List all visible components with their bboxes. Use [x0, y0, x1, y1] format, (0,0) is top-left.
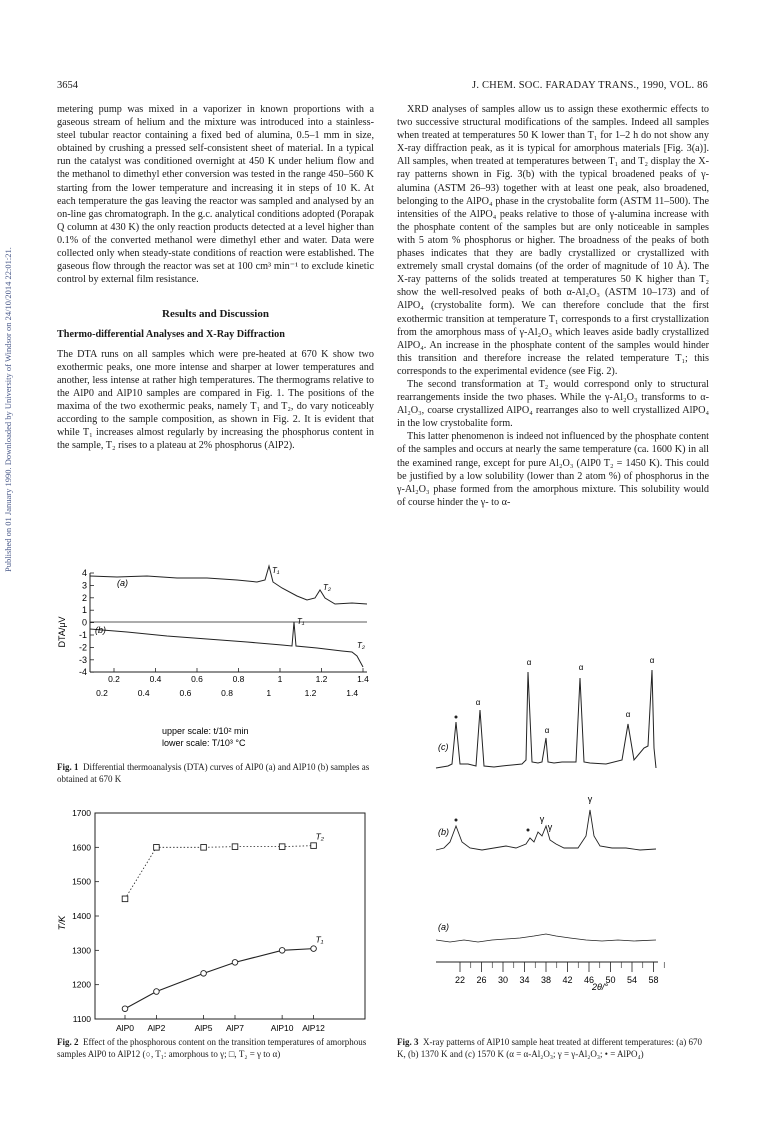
page-number: 3654 — [57, 80, 78, 91]
fig1-lower-tick-label: 1.2 — [304, 688, 317, 698]
fig1-y-tick-label: -2 — [78, 642, 87, 653]
label-a: (a) — [117, 578, 128, 588]
alpha-al-po4-marker — [455, 716, 458, 719]
fig2-x-tick-label: AlP7 — [226, 1023, 244, 1033]
alpha-peak-label: α — [544, 726, 550, 735]
fig2-y-tick-label: 1700 — [72, 808, 91, 818]
paragraph: metering pump was mixed in a vaporizer in known proportions with a gaseous stream of helium and the mixture was introduced into a stainless-steel tubular reactor containing a fixed bed of alumina, 0.5–1 mm in size, obtained by crushing a pressed self-consistent sheet of material. In a typical run the catalyst was conditioned overnight at 450 K under helium flow and the methanol to dimethyl ether conversion was tested in the range 450–560 K starting from the lower temperature and increasing it in steps of 10 K. At each temperature the gas leaving the reactor was sampled and analysed by an on-line gas chromatograph. In the g.c. analytical conditions adopted (Porapak Q column at 430 K) the only reaction products detected at a level higher than 0.1% of the converted methanol were dimethyl ether and water. Data were collected only when steady-state conditions of reaction were established. The gaseous flow through the reactor was set at 100 cm³ min⁻¹ to exclude kinetic control by external film resistance. — [57, 104, 374, 286]
fig1-upper-tick-label: 1 — [277, 674, 283, 684]
subsection-heading: Thermo-differential Analyses and X-Ray Diffraction — [57, 329, 285, 341]
fig2-y-tick-label: 1100 — [72, 1014, 91, 1024]
fig3-caption-text: X-ray patterns of AlP10 sample heat treated at different temperatures: (a) 670 K, (b) 1370 K and (c) 1570 K (α = α-Al₂O₃; γ = γ-Al₂O₃; • = AlPO₄) — [397, 1037, 702, 1059]
fig2-y-tick-label: 1300 — [72, 945, 91, 956]
fig3-x-tick-label: 50 — [605, 975, 616, 985]
download-notice: Published on 01 January 1990. Downloaded by University of Windsor on 24/10/2014 22:01:21. — [3, 247, 13, 573]
fig1-caption-text: Differential thermoanalysis (DTA) curves of AlP0 (a) and AlP10 (b) samples as obtained at 670 K — [57, 762, 370, 784]
alpha-peak-label: α — [649, 656, 655, 665]
fig1-upper-tick-label: 0.2 — [108, 674, 120, 684]
label-b: (b) — [438, 827, 449, 837]
fig1-lower-tick-label: 0.4 — [137, 688, 150, 698]
fig2-x-tick-label: AlP2 — [147, 1023, 166, 1033]
fig3-x-axis-label: 2θ/° — [592, 982, 608, 992]
fig1-upper-tick-label: 1.2 — [315, 674, 328, 684]
series-t1-point — [232, 960, 238, 966]
alpha-peak-label: α — [625, 710, 631, 719]
scale-note-upper: upper scale: t/10² min — [162, 726, 249, 736]
fig2-y-tick-label: 1500 — [72, 876, 91, 887]
dta-curve-b — [90, 622, 363, 667]
fig1-y-tick-label: -4 — [78, 667, 87, 678]
gamma-peak-label: γ — [539, 814, 545, 824]
t1-label-a: T₁ — [272, 566, 280, 575]
paragraph: The second transformation at T₂ would correspond only to structural rearrangements inside the two phases. While the γ-Al₂O₃ transforms to α-Al₂O₃, coarse crystallized AlPO₄ rearranges also to well crystallized AlPO₄ in the low crystobalite form. — [397, 378, 709, 430]
fig1-lower-tick-label: 0.2 — [96, 688, 108, 698]
alpha-peak-label: α — [475, 698, 481, 707]
fig2-x-tick-label: AlP10 — [270, 1023, 294, 1033]
fig1-upper-tick-label: 1.4 — [357, 674, 369, 684]
fig1-upper-tick-label: 0.6 — [191, 674, 203, 684]
label-a: (a) — [438, 922, 449, 932]
xrd-curve-c — [436, 670, 656, 768]
left-column — [57, 103, 374, 452]
fig3-x-tick-label: 26 — [476, 975, 487, 985]
fig2-caption-label: Fig. 2 — [57, 1037, 79, 1047]
alpha-al-po4-marker — [455, 819, 458, 822]
series-t2-point — [232, 844, 238, 850]
fig2-transition-chart — [57, 805, 377, 1035]
fig1-dta-chart — [57, 560, 377, 760]
label-c: (c) — [438, 742, 449, 752]
paragraph: XRD analyses of samples allow us to assign these exothermic effects to two successive structural modifications of the samples. Indeed all samples when treated at temperatures 50 K lower than T₁ for 1–2 h do not show any X-ray diffraction peak, as it is typical for amorphous materials [Fig. 3(a)]. All samples, when treated at temperatures between T₁ and T₂ display the X-ray patterns shown in Fig. 3(b) with the typical broadened peaks of γ-alumina (ASTM 26–93) together with at least one peak, also broadened, belonging to the AlPO₄ phase in the crystobalite form (ASTM 11–500). The intensities of the AlPO₄ peaks relative to those of γ-alumina increase with the phosphate content of the samples but are only noticeable in samples with 5 atom % phosphorus or higher. The broadness of the peaks of both phases indicates that they are badly crystallized or crystallized with extremely small crystal domains (of the order of magnitude of 10 Å). The X-ray patterns of the solids treated at temperatures 50 K higher than T₂ show the well-resolved peaks of both α-Al₂O₃ (ASTM 10–173) and of AlPO₄ (crystobalite form). We can therefore conclude that the first exothermic transition at temperature T₁ corresponds to a first crystallization from the amorphous mass of γ-Al₂O₃ which leaves aside badly crystallized AlPO₄. An increase in the phosphate content of the samples would hinder this transition and therefore increase the related temperature T₁; this corresponds to the experimental evidence (see Fig. 2). — [397, 104, 709, 377]
fig3-x-tick-label: 34 — [519, 975, 530, 985]
series-t2-point — [311, 843, 317, 849]
fig2-y-tick-label: 1600 — [72, 842, 91, 853]
series-t2-point — [279, 844, 285, 850]
series-t2-label: T₂ — [315, 831, 325, 842]
fig1-upper-tick-label: 0.4 — [149, 674, 162, 684]
fig3-xrd-patterns — [430, 650, 670, 1030]
fig1-y-tick-label: 1 — [81, 605, 87, 616]
journal-header: J. CHEM. SOC. FARADAY TRANS., 1990, VOL. 86 — [472, 80, 708, 91]
series-t2-point — [201, 845, 207, 851]
alpha-peak-label: α — [526, 658, 532, 667]
series-t1-point — [122, 1006, 128, 1012]
series-t2-point — [122, 896, 128, 902]
fig3-x-tick-label: 22 — [454, 975, 466, 985]
right-column — [397, 103, 709, 509]
fig1-lower-tick-label: 1.4 — [346, 688, 359, 698]
fig1-lower-tick-label: 0.8 — [221, 688, 234, 698]
fig2-x-tick-label: AlP0 — [116, 1023, 134, 1033]
fig2-y-tick-label: 1200 — [72, 979, 91, 990]
paragraph: The DTA runs on all samples which were pre-heated at 670 K show two exothermic peaks, one more intense and sharper at lower temperatures and another, less intense at rather high temperatures. The thermograms relative to the AlP0 and AlP10 samples are compared in Fig. 1. The positions of the maxima of the two exothermic peaks, namely T₁ and T₂, do vary noticeably according to the sample composition, as shown in Fig. 2. It is evident that while T₁ increases almost regularly by increasing the phosphorus content in the sample, T₂ rises to a plateau at 2% phosphorus (AlP2). — [57, 348, 374, 452]
series-t1-point — [311, 946, 317, 952]
fig3-caption — [397, 1037, 709, 1060]
fig3-x-tick-label: 30 — [497, 975, 509, 985]
fig2-caption-text: Effect of the phosphorous content on the transition temperatures of amorphous samples AlP0 to AlP12 (○, T₁: amorphous to γ; □, T₂ = γ to α) — [57, 1037, 367, 1059]
series-t1-line — [125, 949, 314, 1009]
fig3-x-tick-label: 46 — [583, 975, 595, 985]
gamma-peak-label: γ — [547, 822, 553, 832]
fig1-y-axis-label: DTA/μV — [57, 616, 67, 648]
alpha-al-po4-marker — [527, 829, 530, 832]
fig1-y-tick-label: -3 — [78, 654, 87, 665]
fig2-y-axis-label: T/K — [57, 915, 68, 931]
fig3-x-tick-label: 58 — [648, 975, 659, 985]
xrd-curve-a — [436, 934, 656, 942]
alpha-peak-label: α — [578, 663, 584, 672]
fig3-x-tick-label: 38 — [540, 975, 552, 985]
fig3-x-tick-label: 54 — [626, 975, 638, 985]
fig3-caption-label: Fig. 3 — [397, 1037, 419, 1047]
section-title: Results and Discussion — [162, 308, 269, 321]
fig2-caption — [57, 1037, 373, 1060]
fig1-caption-label: Fig. 1 — [57, 762, 79, 772]
paragraph: This latter phenomenon is indeed not influenced by the phosphate content of the samples and occurs at nearly the same temperature (ca. 1600 K) in all the examined range, except for pure Al₂O₃ (AlP0 T₂ = 1450 K). This could be justified by a low solubility (lower than 2 atom %) of phosphorus in the γ-Al₂O₃ phase formed from the amorphous mixture. This solubility would of course hinder the γ- to α- — [397, 431, 709, 508]
t2-label-a: T₂ — [323, 583, 331, 592]
fig2-x-tick-label: AlP12 — [302, 1023, 325, 1033]
fig1-y-tick-label: 2 — [81, 592, 87, 603]
fig3-x-tick-label: 42 — [562, 975, 573, 985]
label-b: (b) — [95, 625, 106, 635]
fig1-lower-tick-label: 0.6 — [179, 688, 192, 698]
series-t1-label: T₁ — [315, 934, 324, 945]
fig1-upper-tick-label: 0.8 — [232, 674, 245, 684]
fig1-y-tick-label: -1 — [78, 630, 87, 640]
series-t1-point — [201, 971, 207, 977]
t1-label-b: T₁ — [297, 617, 305, 626]
series-t2-line — [125, 846, 314, 899]
t2-label-b: T₂ — [357, 641, 365, 650]
xrd-curve-b — [436, 810, 656, 850]
fig1-y-tick-label: 3 — [81, 580, 87, 591]
gamma-peak-label: γ — [587, 794, 593, 804]
fig2-x-tick-label: AlP5 — [194, 1023, 213, 1033]
fig1-caption — [57, 762, 373, 785]
series-t2-point — [154, 845, 160, 851]
series-t1-point — [154, 989, 160, 995]
fig2-y-tick-label: 1400 — [72, 911, 91, 921]
fig1-y-tick-label: 0 — [81, 617, 87, 628]
fig1-lower-tick-label: 1 — [266, 688, 272, 698]
fig1-y-tick-label: 4 — [81, 568, 87, 578]
series-t1-point — [279, 948, 285, 954]
scale-note-lower: lower scale: T/10³ °C — [162, 738, 246, 748]
